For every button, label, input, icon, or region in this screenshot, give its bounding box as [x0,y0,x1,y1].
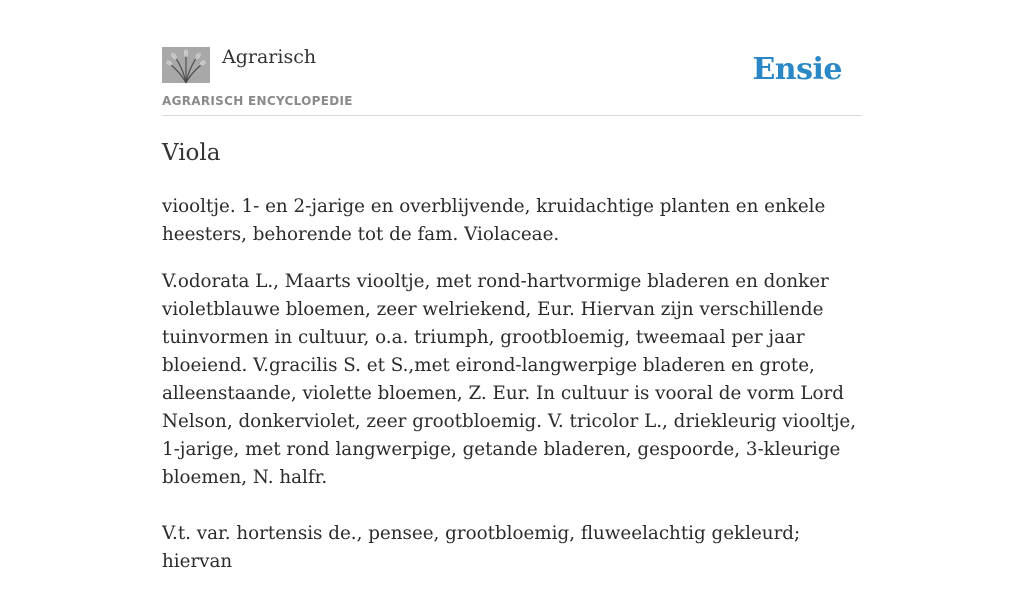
paragraph: viooltje. 1- en 2-jarige en overblijvende, kruidachtige planten en enkele heesters, behorende tot de fam. Violaceae. [162,196,826,245]
paragraph: V.t. var. hortensis de., pensee, grootbloemig, fluweelachtig gekleurd; hiervan [162,523,801,572]
page [162,0,862,572]
source-subtitle: AGRARISCH ENCYCLOPEDIE [162,94,353,108]
wheat-thumbnail-icon[interactable] [162,47,210,83]
article-body [162,193,862,595]
brand-logo[interactable]: Ensie [752,52,842,87]
source-name[interactable]: Agrarisch [222,46,317,68]
paragraph: V.odorata L., Maarts viooltje, met rond-hartvormige bladeren en donker violetblauwe bloemen, zeer welriekend, Eur. Hiervan zijn verschillende tuinvormen in cultuur, o.a. triumph, grootbloemig, tweemaal per jaar bloeiend. V.gracilis S. et S.,met eirond-langwerpige bladeren en grote, alleenstaande, violette bloemen, Z. Eur. In cultuur is vooral de vorm Lord Nelson, donkerviolet, zeer grootbloemig. V. tricolor L., driekleurig viooltje, 1-jarige, met rond langwerpige, getande bladeren, gespoorde, 3-kleurige bloemen, N. halfr. [162,271,857,488]
page-title: Viola [162,140,221,166]
header [162,0,862,116]
